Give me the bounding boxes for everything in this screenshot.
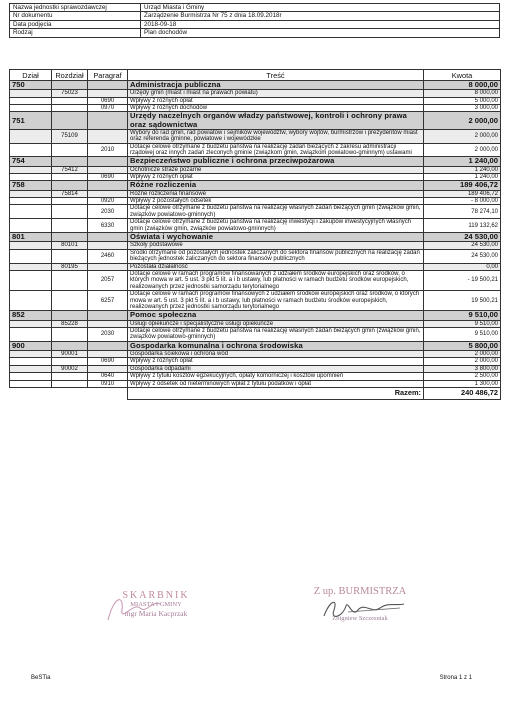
treasurer-stamp-name: mgr Maria Kacprzak <box>124 609 188 618</box>
paragraph-row <box>10 174 501 181</box>
cell-tresc: Bezpieczeństwo publiczne i ochrona przeciwpożarowa <box>128 157 424 166</box>
paragraph-row <box>10 105 501 112</box>
cell-paragraf <box>88 365 128 372</box>
cell-rozdzial <box>52 327 88 341</box>
cell-kwota: 5 000,00 <box>424 97 501 104</box>
cell-dzial <box>10 97 52 104</box>
cell-kwota: - 19 500,21 <box>424 270 501 290</box>
cell-kwota: 1 240,00 <box>424 166 501 173</box>
mayor-signature <box>318 596 408 622</box>
total-label: Razem: <box>128 388 424 400</box>
metadata-value: Plan dochodów <box>141 29 500 37</box>
cell-paragraf: 0690 <box>88 97 128 104</box>
cell-tresc: Dotacje celowe otrzymane z budżetu państwa na realizację inwestycji i zakupów inwestycyjnych własnych gmin (związków gmin, związków powiatowo-gminnych) <box>128 219 424 233</box>
section-row <box>10 233 501 242</box>
cell-rozdzial: 75814 <box>52 190 88 197</box>
cell-kwota: 8 000,00 <box>424 90 501 97</box>
cell-rozdzial <box>52 112 88 129</box>
subsection-row <box>10 320 501 327</box>
cell-paragraf: 0690 <box>88 174 128 181</box>
cell-rozdzial: 85228 <box>52 320 88 327</box>
cell-paragraf <box>88 112 128 129</box>
metadata-label: Nazwa jednostki sprawozdawczej <box>10 4 141 12</box>
cell-tresc: Pozostała działalność <box>128 263 424 270</box>
subsection-row <box>10 166 501 173</box>
cell-paragraf: 0910 <box>88 380 128 387</box>
cell-paragraf <box>88 129 128 143</box>
cell-dzial <box>10 270 52 290</box>
cell-kwota: 9 510,00 <box>424 320 501 327</box>
cell-dzial: 758 <box>10 181 52 190</box>
paragraph-row <box>10 270 501 290</box>
cell-tresc: Wybory do rad gmin, rad powiatów i sejmików województw, wybory wójtów, burmistrzów i prezydentów miast oraz referenda gminne, powiatowe i wojewódzkie <box>128 129 424 143</box>
cell-rozdzial <box>52 143 88 157</box>
cell-paragraf: 2030 <box>88 327 128 341</box>
cell-dzial <box>10 242 52 249</box>
cell-tresc: Różne rozliczenia finansowe <box>128 190 424 197</box>
cell-tresc: Środki otrzymane od pozostałych jednostek zaliczanych do sektora finansów publicznych na realizację zadań bieżących jednostek zaliczanych do sektora finansów publicznych <box>128 249 424 263</box>
cell-kwota: 0,00 <box>424 263 501 270</box>
cell-kwota: 5 800,00 <box>424 341 501 350</box>
cell-tresc: Usługi opiekuńcze i specjalistyczne usługi opiekuńcze <box>128 320 424 327</box>
cell-rozdzial <box>52 341 88 350</box>
cell-dzial: 900 <box>10 341 52 350</box>
header-kwota: Kwota <box>424 70 501 81</box>
document-metadata-table <box>9 3 500 38</box>
cell-paragraf <box>88 181 128 190</box>
cell-dzial <box>10 358 52 365</box>
cell-rozdzial <box>52 219 88 233</box>
section-row <box>10 157 501 166</box>
cell-kwota: 2 000,00 <box>424 129 501 143</box>
treasurer-signature <box>100 590 170 630</box>
metadata-value: 2018-09-18 <box>141 20 500 28</box>
section-row <box>10 81 501 90</box>
cell-tresc: Wpływy z różnych opłat <box>128 358 424 365</box>
cell-paragraf <box>88 81 128 90</box>
cell-paragraf: 2057 <box>88 270 128 290</box>
treasurer-stamp-title: SKARBNIK <box>122 590 190 601</box>
cell-tresc: Gospodarka komunalna i ochrona środowiska <box>128 341 424 350</box>
cell-kwota: 2 000,00 <box>424 112 501 129</box>
cell-rozdzial: 90001 <box>52 351 88 358</box>
cell-tresc: Administracja publiczna <box>128 81 424 90</box>
cell-tresc: Wpływy z odsetek od nieterminowych wpłat z tytułu podatków i opłat <box>128 380 424 387</box>
header-dzial: Dział <box>10 70 52 81</box>
metadata-row <box>10 12 500 20</box>
cell-tresc: Szkoły podstawowe <box>128 242 424 249</box>
metadata-body <box>10 4 500 38</box>
cell-paragraf: 0640 <box>88 373 128 380</box>
budget-table-body <box>10 81 501 388</box>
subsection-row <box>10 351 501 358</box>
paragraph-row <box>10 219 501 233</box>
cell-kwota: 1 240,00 <box>424 157 501 166</box>
subsection-row <box>10 242 501 249</box>
cell-dzial: 754 <box>10 157 52 166</box>
cell-tresc: Wpływy z tytułu kosztów egzekucyjnych, opłaty komorniczej i kosztów upomnień <box>128 373 424 380</box>
cell-rozdzial <box>52 311 88 320</box>
header-paragraf: Paragraf <box>88 70 128 81</box>
cell-kwota: 2 000,00 <box>424 358 501 365</box>
cell-kwota: 8 000,00 <box>424 81 501 90</box>
cell-rozdzial <box>52 198 88 205</box>
subsection-row <box>10 129 501 143</box>
cell-paragraf <box>88 90 128 97</box>
total-value: 240 486,72 <box>424 388 501 400</box>
cell-rozdzial: 90002 <box>52 365 88 372</box>
cell-tresc: Wpływy z pozostałych odsetek <box>128 198 424 205</box>
cell-rozdzial <box>52 205 88 219</box>
cell-rozdzial <box>52 81 88 90</box>
section-row <box>10 311 501 320</box>
paragraph-row <box>10 205 501 219</box>
cell-dzial <box>10 291 52 311</box>
cell-rozdzial <box>52 270 88 290</box>
cell-paragraf: 0690 <box>88 358 128 365</box>
cell-dzial <box>10 205 52 219</box>
paragraph-row <box>10 97 501 104</box>
cell-tresc: Urzędy gmin (miast i miast na prawach powiatu) <box>128 90 424 97</box>
cell-rozdzial <box>52 358 88 365</box>
metadata-label: Data podjęcia <box>10 20 141 28</box>
cell-rozdzial <box>52 174 88 181</box>
cell-dzial <box>10 249 52 263</box>
cell-dzial <box>10 219 52 233</box>
cell-paragraf <box>88 341 128 350</box>
paragraph-row <box>10 198 501 205</box>
cell-kwota: 2 000,00 <box>424 143 501 157</box>
header-rozdzial: Rozdział <box>52 70 88 81</box>
header-tresc: Treść <box>128 70 424 81</box>
cell-rozdzial: 75023 <box>52 90 88 97</box>
cell-rozdzial <box>52 249 88 263</box>
cell-dzial <box>10 143 52 157</box>
footer-page-number: Strona 1 z 1 <box>439 675 472 681</box>
cell-tresc: Dotacje celowe otrzymane z budżetu państwa na realizację własnych zadań bieżących gmin (związków gmin, związków powiatowo-gminnych) <box>128 327 424 341</box>
section-row <box>10 112 501 129</box>
subsection-row <box>10 90 501 97</box>
cell-paragraf <box>88 233 128 242</box>
cell-tresc: Wpływy z różnych dochodów <box>128 105 424 112</box>
footer-software: BeSTia <box>31 675 51 681</box>
cell-rozdzial <box>52 105 88 112</box>
cell-dzial: 801 <box>10 233 52 242</box>
cell-tresc: Dotacje celowe w ramach programów finansowych z udziałem środków europejskich oraz środków, o których mowa w art. 5 ust. 3 pkt 5 lit. a i b ustawy, lub płatności w ramach budżetu środków europejskich, realizowanych przez jednostki samorządu terytorialnego <box>128 291 424 311</box>
cell-tresc: Dotacje celowe otrzymane z budżetu państwa na realizację zadań bieżących z zakresu administracji rządowej oraz innych zadań zleconych gminie (związkom gmin, związkom powiatowo-gminnym) ustawami <box>128 143 424 157</box>
cell-paragraf: 2030 <box>88 205 128 219</box>
cell-paragraf <box>88 166 128 173</box>
cell-paragraf <box>88 311 128 320</box>
cell-kwota: 9 510,00 <box>424 311 501 320</box>
cell-kwota: 3 000,00 <box>424 105 501 112</box>
cell-tresc: Gospodarka ściekowa i ochrona wód <box>128 351 424 358</box>
cell-paragraf <box>88 190 128 197</box>
cell-paragraf: 0920 <box>88 198 128 205</box>
subsection-row <box>10 365 501 372</box>
cell-tresc: Różne rozliczenia <box>128 181 424 190</box>
cell-rozdzial <box>52 233 88 242</box>
cell-dzial <box>10 327 52 341</box>
cell-tresc: Wpływy z różnych opłat <box>128 97 424 104</box>
cell-tresc: Pomoc społeczna <box>128 311 424 320</box>
cell-kwota: 2 000,00 <box>424 351 501 358</box>
cell-dzial <box>10 174 52 181</box>
cell-paragraf: 2010 <box>88 143 128 157</box>
paragraph-row <box>10 249 501 263</box>
cell-rozdzial: 80195 <box>52 263 88 270</box>
cell-paragraf: 6257 <box>88 291 128 311</box>
cell-tresc: Gospodarka odpadami <box>128 365 424 372</box>
cell-kwota: 19 500,21 <box>424 291 501 311</box>
cell-dzial <box>10 380 52 387</box>
cell-kwota: - 8 000,00 <box>424 198 501 205</box>
cell-dzial <box>10 263 52 270</box>
cell-tresc: Oświata i wychowanie <box>128 233 424 242</box>
cell-dzial <box>10 351 52 358</box>
paragraph-row <box>10 373 501 380</box>
cell-tresc: Ochotnicze straże pożarne <box>128 166 424 173</box>
total-row <box>10 388 501 400</box>
cell-dzial <box>10 90 52 97</box>
section-row <box>10 181 501 190</box>
cell-paragraf: 2460 <box>88 249 128 263</box>
cell-rozdzial: 75109 <box>52 129 88 143</box>
cell-kwota: 3 800,00 <box>424 365 501 372</box>
cell-kwota: 1 300,00 <box>424 380 501 387</box>
cell-rozdzial <box>52 373 88 380</box>
metadata-row <box>10 4 500 12</box>
subsection-row <box>10 190 501 197</box>
cell-dzial <box>10 320 52 327</box>
cell-paragraf <box>88 242 128 249</box>
section-row <box>10 341 501 350</box>
cell-paragraf <box>88 351 128 358</box>
cell-rozdzial: 80101 <box>52 242 88 249</box>
cell-dzial <box>10 365 52 372</box>
cell-paragraf: 0970 <box>88 105 128 112</box>
cell-rozdzial <box>52 380 88 387</box>
budget-table <box>9 69 501 400</box>
paragraph-row <box>10 358 501 365</box>
cell-kwota: 24 530,00 <box>424 249 501 263</box>
metadata-row <box>10 20 500 28</box>
subsection-row <box>10 263 501 270</box>
cell-paragraf <box>88 157 128 166</box>
paragraph-row <box>10 143 501 157</box>
cell-tresc: Wpływy z różnych opłat <box>128 174 424 181</box>
cell-dzial: 751 <box>10 112 52 129</box>
cell-tresc: Dotacje celowe w ramach programów finansowanych z udziałem środków europejskich oraz środków, o których mowa w art. 5 ust. 3 pkt 5 lit. a i b ustawy, lub płatności w ramach budżetu środków europejskich, realizowanych przez jednostki samorządu terytorialnego <box>128 270 424 290</box>
metadata-value: Zarządzenie Burmistrza Nr 75 z dnia 18.09.2018r <box>141 12 500 20</box>
paragraph-row <box>10 327 501 341</box>
metadata-label: Nr dokumentu <box>10 12 141 20</box>
cell-dzial <box>10 198 52 205</box>
treasurer-stamp-subtitle: MIASTA I GMINY <box>130 601 182 608</box>
metadata-value: Urząd Miasta i Gminy <box>141 4 500 12</box>
metadata-row <box>10 29 500 37</box>
metadata-label: Rodzaj <box>10 29 141 37</box>
cell-kwota: 119 132,62 <box>424 219 501 233</box>
cell-paragraf <box>88 320 128 327</box>
cell-paragraf: 6330 <box>88 219 128 233</box>
cell-kwota: 9 510,00 <box>424 327 501 341</box>
cell-rozdzial <box>52 181 88 190</box>
cell-rozdzial <box>52 157 88 166</box>
cell-dzial: 852 <box>10 311 52 320</box>
cell-kwota: 189 406,72 <box>424 190 501 197</box>
cell-rozdzial: 75412 <box>52 166 88 173</box>
cell-tresc: Urzędy naczelnych organów władzy państwowej, kontroli i ochrony prawa oraz sądownictwa <box>128 112 424 129</box>
mayor-stamp-name: Zbigniew Szczesniak <box>332 615 388 622</box>
budget-table-header <box>10 70 501 81</box>
cell-tresc: Dotacje celowe otrzymane z budżetu państwa na realizację własnych zadań bieżących gmin (związków gmin, związków powiatowo-gminnych) <box>128 205 424 219</box>
cell-rozdzial <box>52 291 88 311</box>
paragraph-row <box>10 380 501 387</box>
cell-kwota: 24 530,00 <box>424 233 501 242</box>
cell-kwota: 24 530,00 <box>424 242 501 249</box>
cell-kwota: 78 274,10 <box>424 205 501 219</box>
cell-rozdzial <box>52 97 88 104</box>
cell-dzial <box>10 129 52 143</box>
cell-kwota: 189 406,72 <box>424 181 501 190</box>
cell-dzial <box>10 373 52 380</box>
cell-dzial <box>10 166 52 173</box>
paragraph-row <box>10 291 501 311</box>
cell-dzial <box>10 105 52 112</box>
cell-paragraf <box>88 263 128 270</box>
mayor-stamp-title: Z up. BURMISTRZA <box>313 586 407 597</box>
cell-dzial <box>10 190 52 197</box>
cell-kwota: 2 500,00 <box>424 373 501 380</box>
cell-dzial: 750 <box>10 81 52 90</box>
cell-kwota: 1 240,00 <box>424 174 501 181</box>
